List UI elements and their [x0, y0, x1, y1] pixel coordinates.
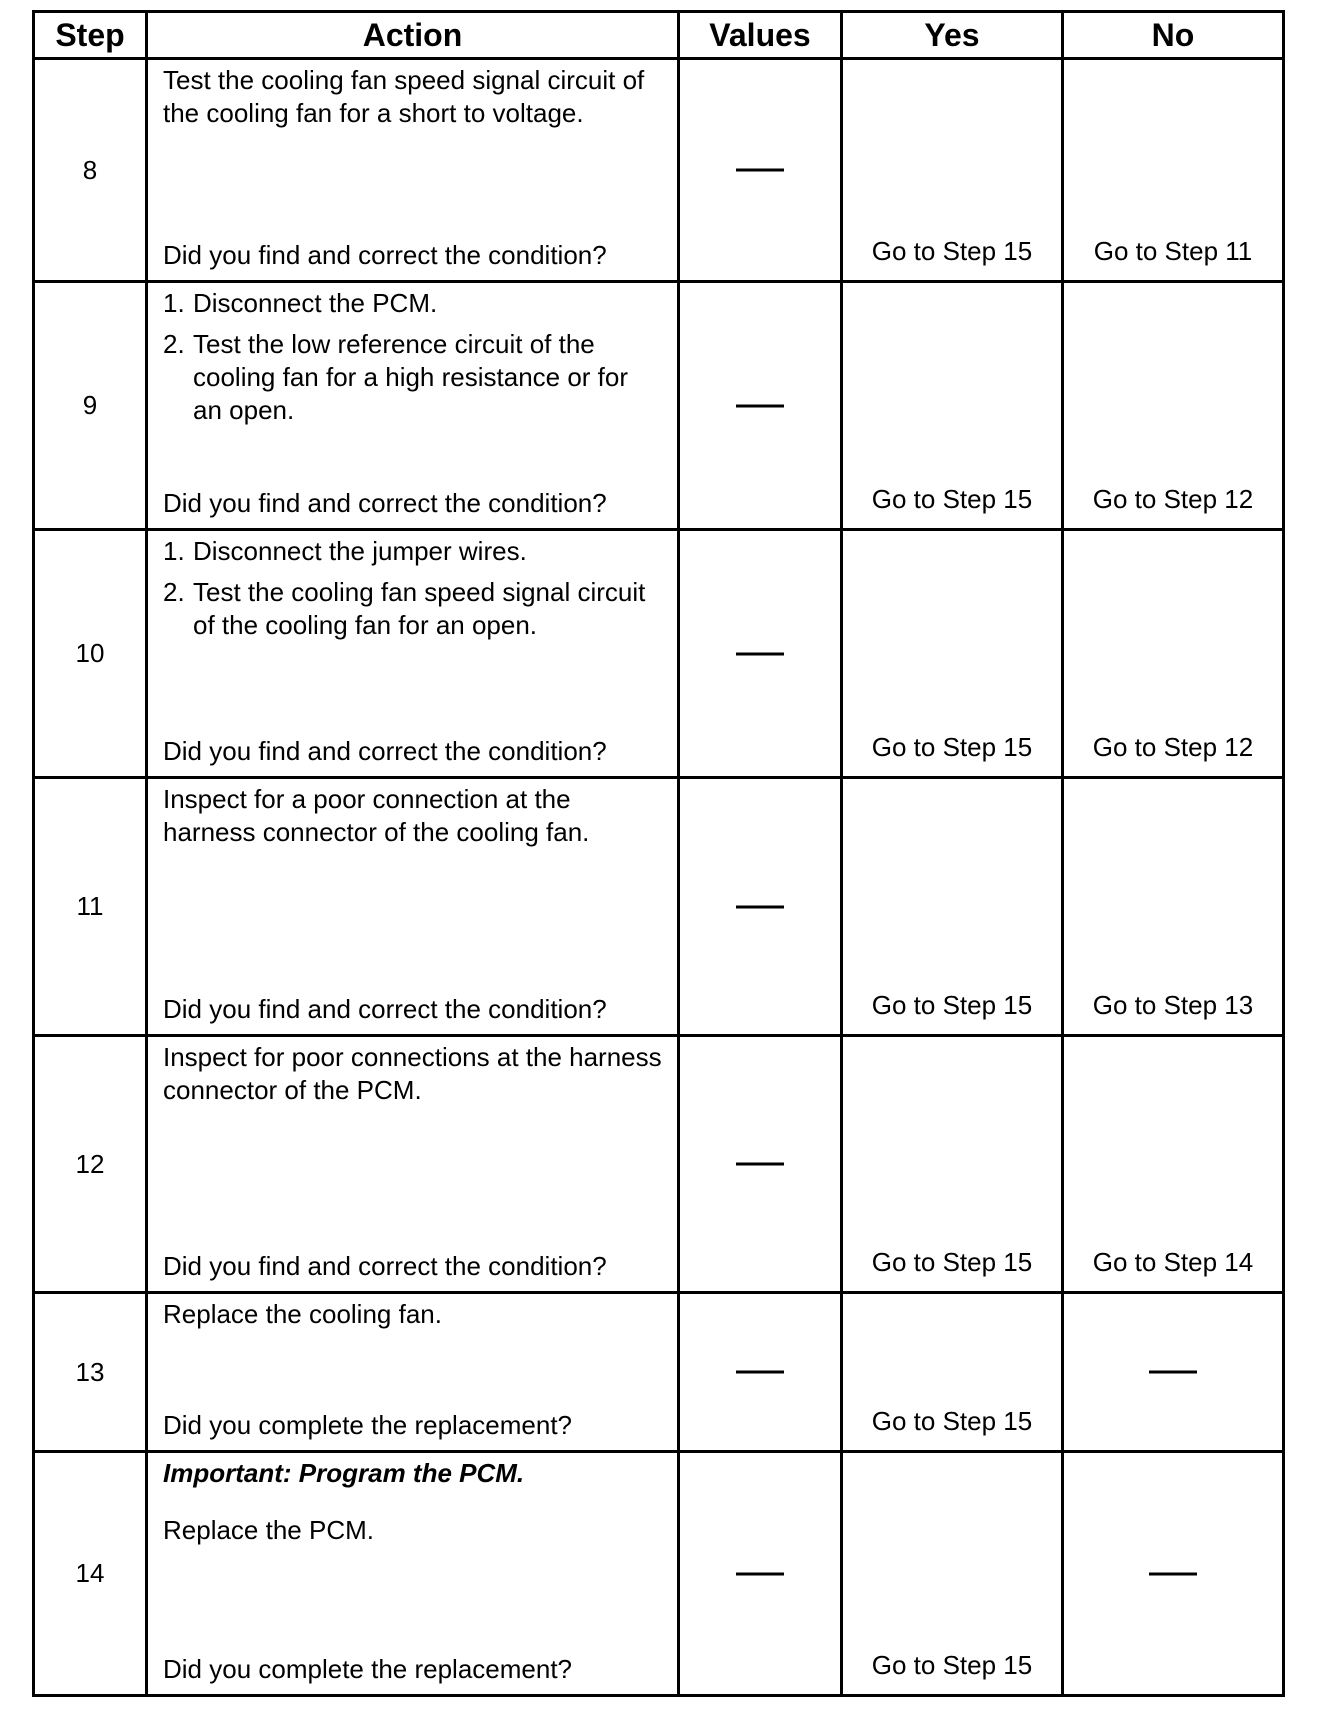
dash-mark [736, 1371, 784, 1374]
yes-result: Go to Step 15 [871, 1650, 1033, 1680]
table-row [34, 59, 1284, 282]
table-row [34, 1293, 1284, 1452]
table-row [34, 530, 1284, 778]
action-cell [147, 282, 679, 530]
step-number: 12 [34, 1036, 147, 1293]
step-number: 14 [34, 1452, 147, 1696]
action-text: Replace the PCM. [163, 1515, 374, 1545]
action-question: Did you find and correct the condition? [163, 240, 607, 270]
numbered-item [163, 576, 663, 642]
values-cell [679, 1452, 842, 1696]
no-result: Go to Step 14 [1092, 1247, 1254, 1277]
yes-cell [842, 530, 1063, 778]
values-cell [679, 282, 842, 530]
action-text: Replace the cooling fan. [163, 1299, 442, 1329]
dash-mark [736, 652, 784, 655]
dash-mark [1149, 1371, 1197, 1374]
dash-mark [736, 1163, 784, 1166]
action-cell [147, 1036, 679, 1293]
step-number: 9 [34, 282, 147, 530]
yes-cell [842, 778, 1063, 1036]
action-text: Inspect for a poor connection at the harness connector of the cooling fan. [163, 784, 590, 847]
step-number: 10 [34, 530, 147, 778]
no-cell [1063, 778, 1284, 1036]
numbered-item [163, 535, 663, 568]
table-row [34, 1452, 1284, 1696]
yes-cell [842, 1293, 1063, 1452]
yes-cell [842, 282, 1063, 530]
values-cell [679, 1293, 842, 1452]
values-cell [679, 530, 842, 778]
action-text: Test the cooling fan speed signal circuit of the cooling fan for a short to voltage. [163, 65, 645, 128]
table-row [34, 1036, 1284, 1293]
action-question: Did you complete the replacement? [163, 1410, 573, 1440]
dash-mark [736, 1572, 784, 1575]
numbered-item [163, 328, 663, 427]
step-number: 8 [34, 59, 147, 282]
values-cell [679, 59, 842, 282]
dash-mark [1149, 1572, 1197, 1575]
item-text: Disconnect the jumper wires. [193, 536, 527, 566]
header-action: Action [147, 12, 679, 59]
header-step: Step [34, 12, 147, 59]
table-row [34, 282, 1284, 530]
table-row [34, 778, 1284, 1036]
item-number: 1. [163, 536, 185, 566]
step-number: 11 [34, 778, 147, 1036]
item-number: 1. [163, 288, 185, 318]
item-text: Test the low reference circuit of the cooling fan for a high resistance or for an open. [193, 329, 629, 425]
no-cell [1063, 530, 1284, 778]
no-cell [1063, 1293, 1284, 1452]
no-cell [1063, 1036, 1284, 1293]
no-cell [1063, 282, 1284, 530]
yes-result: Go to Step 15 [871, 484, 1033, 514]
no-result: Go to Step 12 [1092, 732, 1254, 762]
values-cell [679, 778, 842, 1036]
action-question: Did you find and correct the condition? [163, 488, 607, 518]
action-cell [147, 778, 679, 1036]
action-cell [147, 59, 679, 282]
numbered-item [163, 287, 663, 320]
step-number: 13 [34, 1293, 147, 1452]
no-cell [1063, 59, 1284, 282]
dash-mark [736, 905, 784, 908]
header-row [34, 12, 1284, 59]
action-cell [147, 1293, 679, 1452]
yes-result: Go to Step 15 [871, 1406, 1033, 1436]
diagnostic-table [32, 10, 1285, 1697]
yes-cell [842, 59, 1063, 282]
dash-mark [736, 169, 784, 172]
item-number: 2. [163, 577, 185, 607]
no-result: Go to Step 13 [1092, 990, 1254, 1020]
yes-result: Go to Step 15 [871, 1247, 1033, 1277]
action-question: Did you find and correct the condition? [163, 994, 607, 1024]
action-cell [147, 1452, 679, 1696]
item-number: 2. [163, 329, 185, 359]
yes-result: Go to Step 15 [871, 990, 1033, 1020]
header-yes: Yes [842, 12, 1063, 59]
yes-cell [842, 1452, 1063, 1696]
values-cell [679, 1036, 842, 1293]
item-text: Test the cooling fan speed signal circuit of the cooling fan for an open. [193, 577, 646, 640]
yes-result: Go to Step 15 [871, 732, 1033, 762]
no-result: Go to Step 11 [1093, 236, 1253, 266]
action-cell [147, 530, 679, 778]
header-values: Values [679, 12, 842, 59]
yes-result: Go to Step 15 [871, 236, 1033, 266]
yes-cell [842, 1036, 1063, 1293]
action-question: Did you complete the replacement? [163, 1654, 573, 1684]
dash-mark [736, 404, 784, 407]
action-text: Inspect for poor connections at the harness connector of the PCM. [163, 1042, 662, 1105]
action-question: Did you find and correct the condition? [163, 736, 607, 766]
important-note: Important: Program the PCM. [163, 1458, 525, 1488]
header-no: No [1063, 12, 1284, 59]
no-result: Go to Step 12 [1092, 484, 1254, 514]
item-text: Disconnect the PCM. [193, 288, 438, 318]
action-question: Did you find and correct the condition? [163, 1251, 607, 1281]
no-cell [1063, 1452, 1284, 1696]
